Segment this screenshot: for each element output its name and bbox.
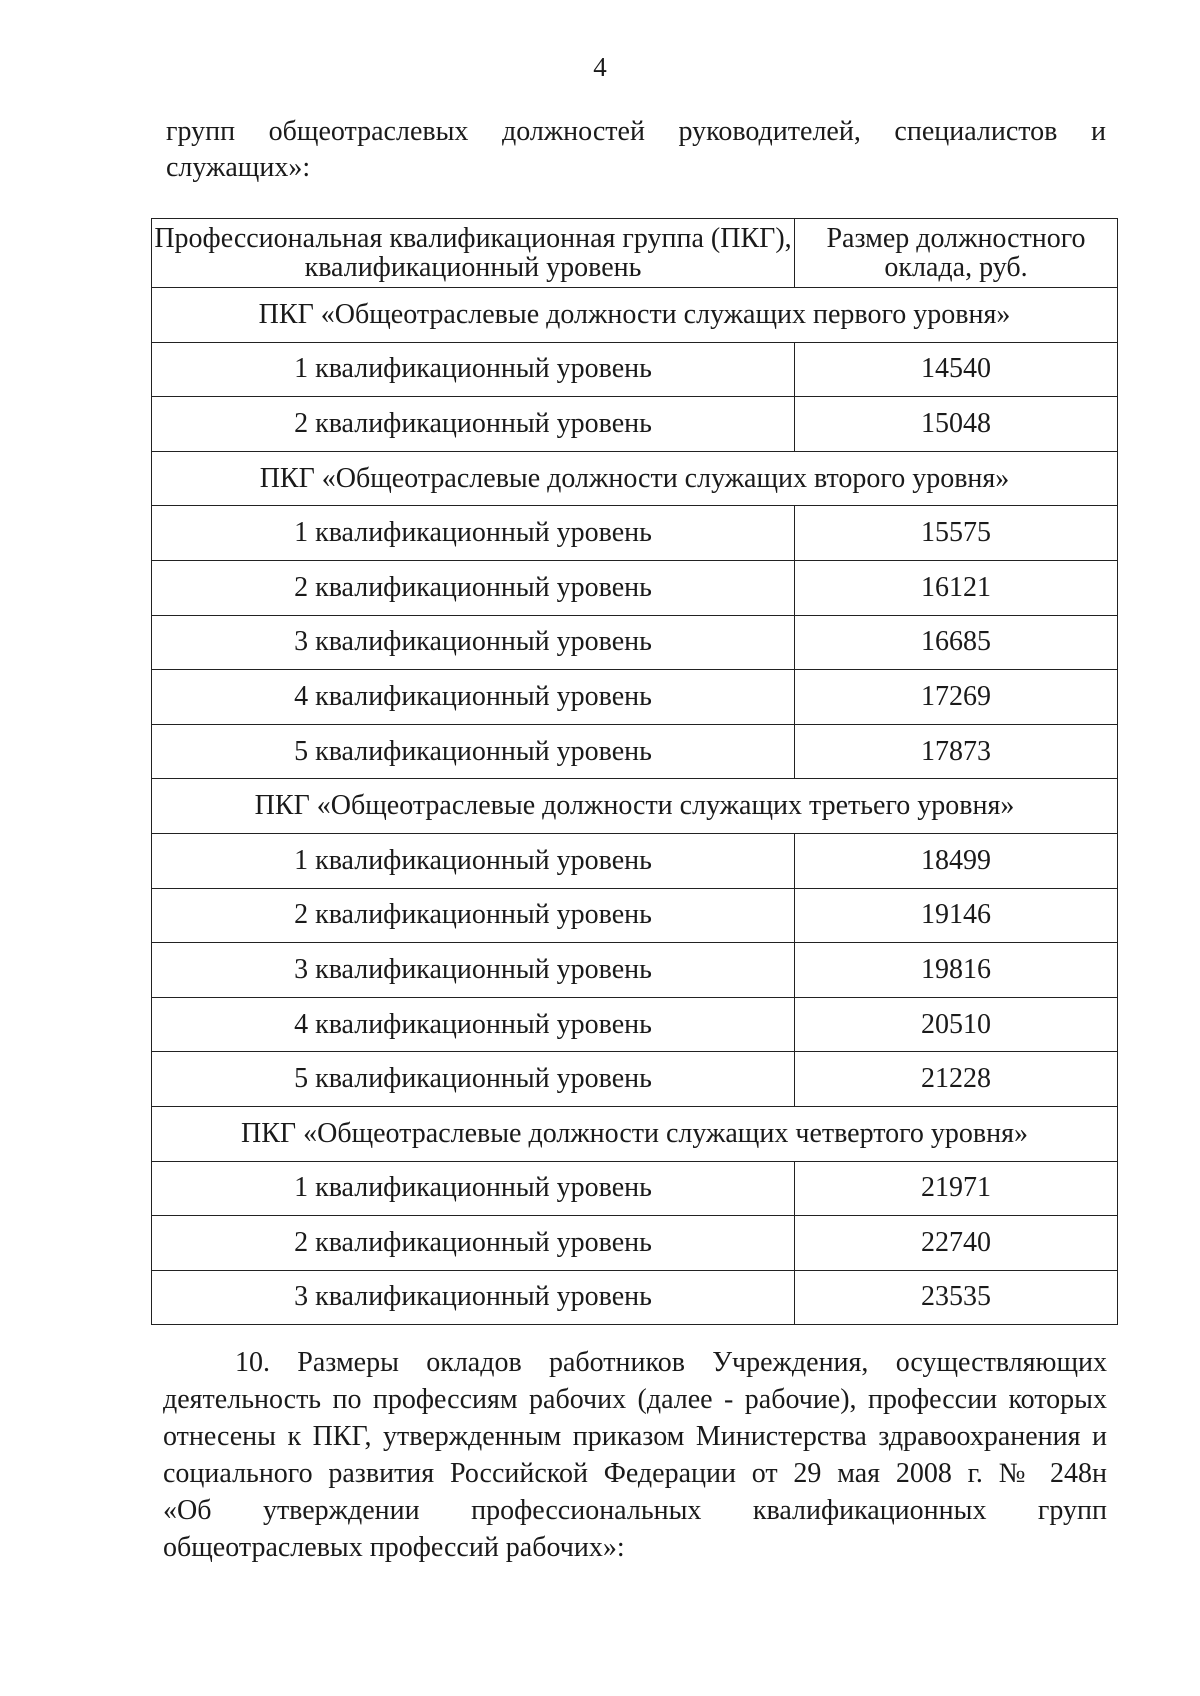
- table-row: [152, 342, 1118, 397]
- qualification-level: 1 квалификационный уровень: [152, 833, 795, 888]
- page-number: 4: [593, 52, 607, 82]
- salary-value: 17873: [795, 724, 1118, 779]
- group-title: ПКГ «Общеотраслевые должности служащих первого уровня»: [152, 288, 1118, 343]
- qualification-level: 2 квалификационный уровень: [152, 1216, 795, 1271]
- salary-value: 16685: [795, 615, 1118, 670]
- salary-value: 16121: [795, 560, 1118, 615]
- group-title: ПКГ «Общеотраслевые должности служащих четвертого уровня»: [152, 1106, 1118, 1161]
- salary-value: 19816: [795, 943, 1118, 998]
- table-row: [152, 670, 1118, 725]
- table-row: [152, 997, 1118, 1052]
- paragraph-line: деятельность по профессиям рабочих (далее - рабочие), профессии которых: [163, 1384, 1107, 1415]
- intro-word: и: [1090, 116, 1106, 147]
- table-row: [152, 506, 1118, 561]
- intro-word: общеотраслевых: [268, 116, 469, 147]
- group-title-row: [152, 779, 1118, 834]
- qualification-level: 1 квалификационный уровень: [152, 506, 795, 561]
- salary-value: 17269: [795, 670, 1118, 725]
- table-row: [152, 560, 1118, 615]
- group-title-row: [152, 1106, 1118, 1161]
- paragraph-line: 10. Размеры окладов работников Учреждения, осуществляющих: [235, 1347, 1107, 1378]
- group-title-row: [152, 451, 1118, 506]
- intro-text: [166, 114, 1106, 186]
- qualification-level: 4 квалификационный уровень: [152, 997, 795, 1052]
- table-row: [152, 724, 1118, 779]
- intro-word: должностей: [501, 116, 645, 147]
- group-title: ПКГ «Общеотраслевые должности служащих третьего уровня»: [152, 779, 1118, 834]
- salary-value: 15048: [795, 397, 1118, 452]
- salary-value: 21971: [795, 1161, 1118, 1216]
- paragraph-line: отнесены к ПКГ, утвержденным приказом Министерства здравоохранения и: [163, 1421, 1107, 1452]
- salary-value: 23535: [795, 1270, 1118, 1325]
- table-row: [152, 1270, 1118, 1325]
- paragraph-10: [163, 1344, 1107, 1566]
- salary-value: 22740: [795, 1216, 1118, 1271]
- paragraph-line: «Об утверждении профессиональных квалификационных групп: [163, 1495, 1107, 1526]
- salary-value: 21228: [795, 1052, 1118, 1107]
- qualification-level: 4 квалификационный уровень: [152, 670, 795, 725]
- intro-line-1: [166, 114, 1106, 150]
- table-row: [152, 615, 1118, 670]
- salary-value: 14540: [795, 342, 1118, 397]
- qualification-level: 1 квалификационный уровень: [152, 1161, 795, 1216]
- salary-table: [151, 218, 1118, 1325]
- salary-value: 15575: [795, 506, 1118, 561]
- paragraph-line: общеотраслевых профессий рабочих»:: [163, 1532, 625, 1563]
- table-row: [152, 1052, 1118, 1107]
- qualification-level: 1 квалификационный уровень: [152, 342, 795, 397]
- salary-value: 19146: [795, 888, 1118, 943]
- intro-word: групп: [166, 116, 236, 147]
- qualification-level: 3 квалификационный уровень: [152, 615, 795, 670]
- qualification-level: 2 квалификационный уровень: [152, 560, 795, 615]
- group-title-row: [152, 288, 1118, 343]
- table-row: [152, 1161, 1118, 1216]
- intro-word: специалистов: [894, 116, 1058, 147]
- table-row: [152, 833, 1118, 888]
- qualification-level: 2 квалификационный уровень: [152, 397, 795, 452]
- table-row: [152, 397, 1118, 452]
- qualification-level: 5 квалификационный уровень: [152, 1052, 795, 1107]
- table-row: [152, 1216, 1118, 1271]
- salary-value: 20510: [795, 997, 1118, 1052]
- qualification-level: 2 квалификационный уровень: [152, 888, 795, 943]
- qualification-level: 3 квалификационный уровень: [152, 943, 795, 998]
- qualification-level: 3 квалификационный уровень: [152, 1270, 795, 1325]
- paragraph-line: социального развития Российской Федерации от 29 мая 2008 г. № 248н: [163, 1458, 1107, 1489]
- group-title: ПКГ «Общеотраслевые должности служащих второго уровня»: [152, 451, 1118, 506]
- intro-line-2: служащих»:: [166, 152, 311, 183]
- table-row: [152, 888, 1118, 943]
- header-salary: Размер должностного оклада, руб.: [795, 219, 1118, 288]
- table-header-row: [152, 219, 1118, 288]
- salary-value: 18499: [795, 833, 1118, 888]
- intro-word: руководителей,: [678, 116, 861, 147]
- table-row: [152, 943, 1118, 998]
- qualification-level: 5 квалификационный уровень: [152, 724, 795, 779]
- header-qualification-group: Профессиональная квалификационная группа (ПКГ), квалификационный уровень: [152, 219, 795, 288]
